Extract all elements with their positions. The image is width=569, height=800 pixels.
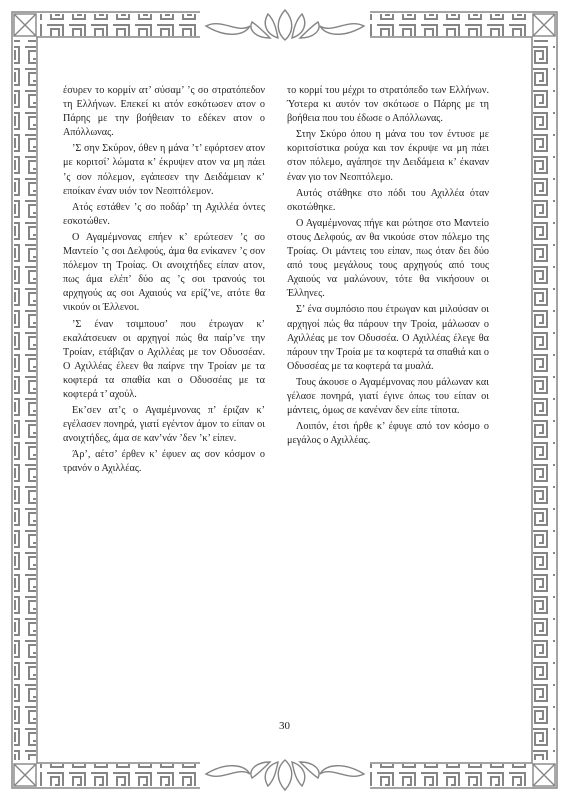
right-paragraph: το κορμί του μέχρι το στρατόπεδο των Ελλήνων. Ύστερα κι αυτόν τον σκότωσε ο Πάρης με τη βοήθεια που του έδωσε ο Απόλλωνας.: [287, 85, 489, 125]
palmette-ornament-top: [200, 8, 370, 42]
left-paragraph: Εκ’σεν ατ’ς ο Αγαμέμνονας π’ έριζαν κ’ εγέλασεν πονηρά, γιατί εγέντον άμον το είπαν οι ανοιχτήδες, άμα σε καν’νάν ’δεν ’κ’ είπεν.: [63, 405, 265, 445]
left-paragraph: ’Σ έναν τσιμπουσ’ που έτρωγαν κ’ εκαλάτσευαν οι αρχηγοί πώς θα παίρ’νε την Τροίαν, ετάβιζαν ο Αχιλλέας με τον Οδυσσέαν. Ο Αχιλλέας έλεεν θα παίρνε την Τροίαν με τα κοφτερά τα σπαθία και ο Οδυσσέας με τα κοφτερά τ’ αχούλ.: [63, 318, 265, 400]
left-paragraph: Ο Αγαμέμνονας επήεν κ’ ερώτεσεν ’ς σο Μαντείο ’ς σοι Δελφούς, άμα θα ενίκανεν ’ς σον πόλεμον τη Τροίας. Οι ανοιχτήδες είπαν ατον, πως άμα ελέπ’ δύο ας ’ς σοι τρανούς τοι αρχηγούς ας σοι Αχαιούς να ερίζ’νε, ατότε θα νικούν οι Έλλενοι.: [63, 231, 265, 314]
right-paragraph: Λοιπόν, έτσι ήρθε κ’ έφυγε από τον κόσμο ο μεγάλος ο Αχιλλέας.: [287, 421, 489, 447]
left-paragraph: ’Σ σην Σκύρον, όθεν η μάνα ’τ’ εφόρτσεν ατον με κοριτσί’ λώματα κ’ έκρυψεν ατον να μη πάει ’ς σον πόλεμον, εγάπεσεν την Δειδάμειαν κ’ εποίκαν έναν υιόν τον Νεοπτόλεμον.: [63, 143, 265, 197]
left-paragraph: Ατός εστάθεν ’ς σο ποδάρ’ τη Αχιλλέα όντες εσκοτώθεν.: [63, 201, 265, 227]
right-paragraph: Σ’ ένα συμπόσιο που έτρωγαν και μιλούσαν οι αρχηγοί πώς θα πάρουν την Τροία, μάλωσαν ο Αχιλλέας με τον Οδυσσέα. Ο Αχιλλέας έλεγε θα πάρουν την Τροία με τα κοφτερά τα σπαθιά και ο Οδυσσέας με τα κοφτερά τα μυαλά.: [287, 304, 489, 372]
page-number: 30: [279, 720, 290, 732]
right-paragraph: Ο Αγαμέμνονας πήγε και ρώτησε στο Μαντείο στους Δελφούς, αν θα νικούσε στον πόλεμο της Τροίας. Οι μάντεις του είπαν, πως όταν δει δύο από τους μεγάλους τους αρχηγούς από τους Αχαιούς να μαλώνουν, τότε θα νικήσουν οι Έλληνες.: [287, 217, 489, 300]
modern-greek-column: [287, 84, 489, 450]
pontic-greek-column: [63, 84, 265, 479]
right-paragraph: Τους άκουσε ο Αγαμέμνονας που μάλωναν και γέλασε πονηρά, γιατί έγινε όπως του είπαν οι μάντεις, όμως σε κανέναν δεν είπε τίποτα.: [287, 376, 489, 417]
left-paragraph: έσυρεν το κορμίν ατ’ σύσαμ’ ’ς σο στρατόπεδον τη Ελλήνων. Επεκεί κι ατόν εσκότωσεν ατον ο Πάρης με την βοήθειαν το εδέκεν ατον ο Απόλλωνας.: [63, 85, 265, 139]
left-paragraph: Άρ’, αέτσ’ έρθεν κ’ έφυεν ας σον κόσμον ο τρανόν ο Αχιλλέας.: [63, 449, 265, 475]
right-paragraph: Αυτός στάθηκε στο πόδι του Αχιλλέα όταν σκοτώθηκε.: [287, 187, 489, 213]
right-paragraph: Στην Σκύρο όπου η μάνα του τον έντυσε με κοριτσίστικα ρούχα και τον έκρυψε να μη πάει στον πόλεμο, αγάπησε την Δειδάμεια κ’ έκαναν έναν γιο τον Νεοπτόλεμο.: [287, 129, 489, 183]
palmette-ornament-bottom: [200, 758, 370, 792]
